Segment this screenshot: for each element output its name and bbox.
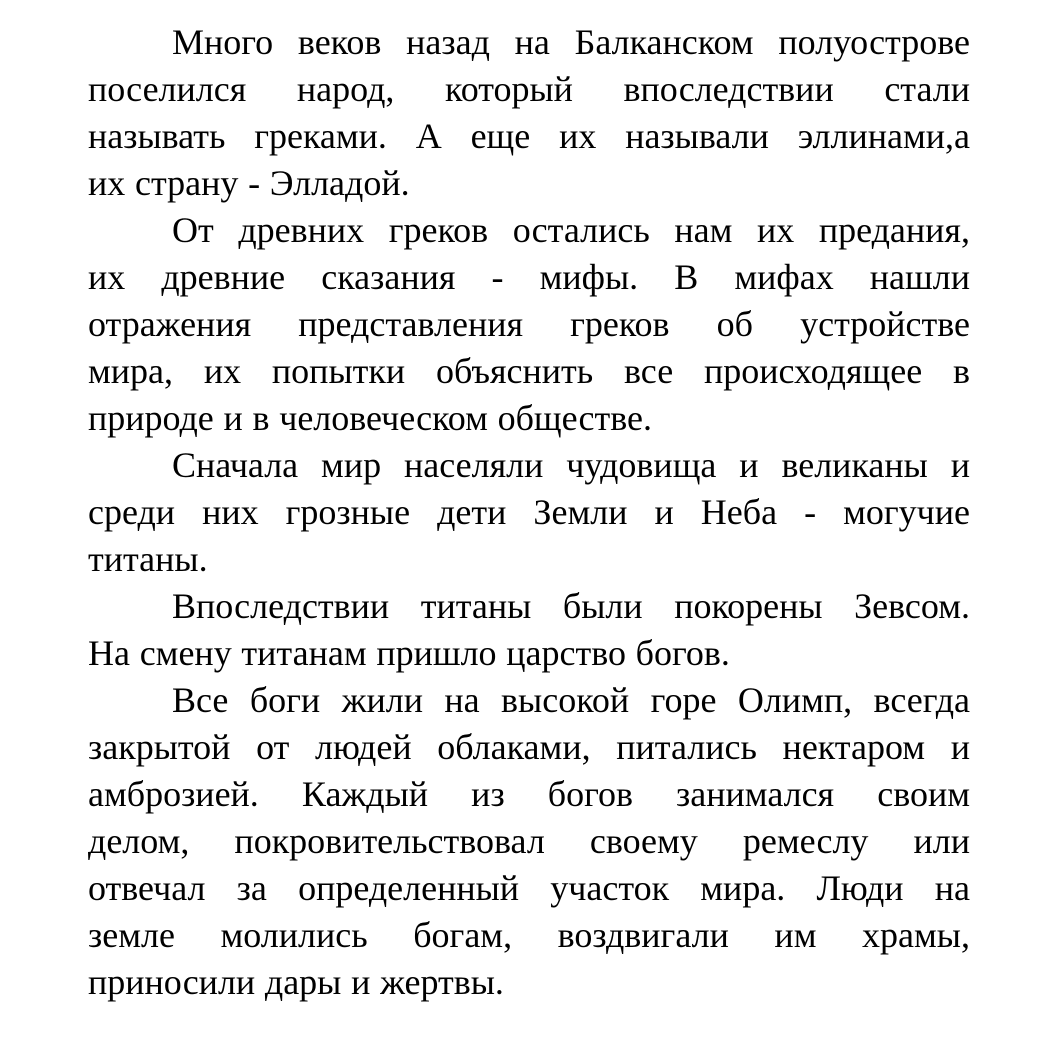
paragraph-4: [88, 583, 970, 677]
text-line: титаны.: [88, 539, 208, 579]
text-line: мира, их попытки объяснить все происходящее в: [88, 351, 970, 391]
text-line: приносили дары и жертвы.: [88, 962, 504, 1002]
text-line: Впоследствии титаны были покорены Зевсом.: [172, 586, 970, 626]
text-line: природе и в человеческом обществе.: [88, 398, 652, 438]
text-line: называть греками. А еще их называли эллинами,а: [88, 116, 970, 156]
text-line: От древних греков остались нам их предания,: [172, 210, 970, 250]
text-line: амброзией. Каждый из богов занимался своим: [88, 774, 970, 814]
text-line: их древние сказания - мифы. В мифах нашли: [88, 257, 970, 297]
text-line: делом, покровительствовал своему ремеслу или: [88, 821, 970, 861]
text-line: земле молились богам, воздвигали им храмы,: [88, 915, 970, 955]
text-line: Много веков назад на Балканском полуострове: [172, 22, 970, 62]
paragraph-1: [88, 19, 970, 207]
text-line: отражения представления греков об устройстве: [88, 304, 970, 344]
text-line: их страну - Элладой.: [88, 163, 410, 203]
paragraph-5: [88, 677, 970, 1006]
text-line: На смену титанам пришло царство богов.: [88, 633, 730, 673]
text-line: закрытой от людей облаками, питались нектаром и: [88, 727, 970, 767]
text-line: отвечал за определенный участок мира. Люди на: [88, 868, 970, 908]
text-line: Все боги жили на высокой горе Олимп, всегда: [172, 680, 970, 720]
text-line: среди них грозные дети Земли и Неба - могучие: [88, 492, 970, 532]
paragraph-2: [88, 207, 970, 442]
text-line: Сначала мир населяли чудовища и великаны и: [172, 445, 970, 485]
text-line: поселился народ, который впоследствии стали: [88, 69, 970, 109]
paragraph-3: [88, 442, 970, 583]
